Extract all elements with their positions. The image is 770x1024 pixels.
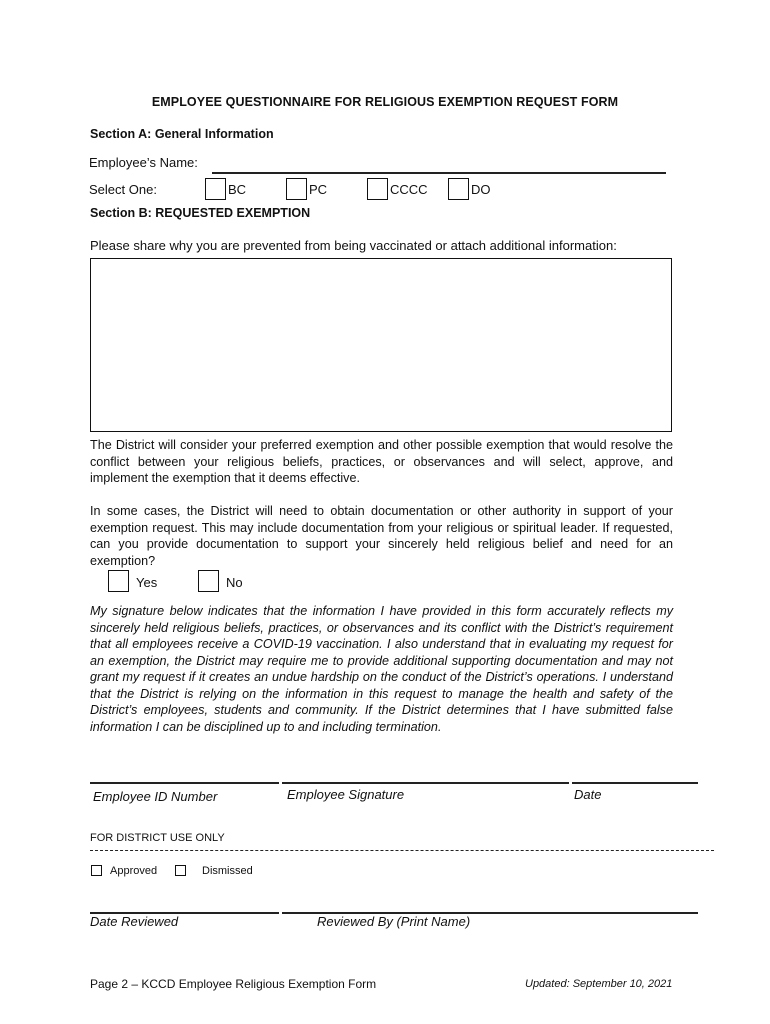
checkbox-pc[interactable] [286,178,307,200]
district-use-heading: FOR DISTRICT USE ONLY [90,832,225,844]
section-a-heading: Section A: General Information [90,127,274,141]
footer-page-label: Page 2 – KCCD Employee Religious Exemption Form [90,977,377,991]
employee-id-label: Employee ID Number [93,789,218,804]
checkbox-approved[interactable] [91,865,102,876]
select-one-label: Select One: [89,182,157,197]
footer-updated-date: Updated: September 10, 2021 [525,978,673,990]
checkbox-dismissed[interactable] [175,865,186,876]
district-consideration-paragraph: The District will consider your preferred exemption and other possible exemption that would resolve the conflict between your religious beliefs, practices, or observances and will select, approve, and implement the exemption that it deems effective. [90,438,673,485]
option-cccc-label: CCCC [390,182,428,197]
employee-id-field[interactable] [90,782,279,784]
documentation-paragraph: In some cases, the District will need to obtain documentation or other authority in support of your exemption request. This may include documentation from your religious or spiritual leader. If requested, can you provide documentation to support your sincerely held religious belief and need for an exemption? [90,504,673,568]
section-b-heading: Section B: REQUESTED EXEMPTION [90,206,311,220]
signature-statement: My signature below indicates that the information I have provided in this form accurately reflects my sincerely held religious beliefs, practices, or observances and its conflict with the District’s requirement that all employees receive a COVID-19 vaccination. I also understand that in evaluating my request for an exemption, the District may require me to provide additional supporting documentation and may not grant my request if it creates an undue hardship on the conduct of the District’s operations. I understand that the District is relying on the information in this request to manage the health and safety of the District’s employees, students and community. If the District determines that I have submitted false information I can be disciplined up to and including termination. [90,604,673,734]
checkbox-cccc[interactable] [367,178,388,200]
reviewed-by-label: Reviewed By (Print Name) [317,914,471,929]
form-title: EMPLOYEE QUESTIONNAIRE FOR RELIGIOUS EXEMPTION REQUEST FORM [151,95,619,109]
employee-signature-field[interactable] [282,782,569,784]
district-use-divider [90,850,714,851]
checkbox-no[interactable] [198,570,219,592]
checkbox-bc[interactable] [205,178,226,200]
no-label: No [226,575,243,590]
date-field[interactable] [572,782,698,784]
option-do-label: DO [471,182,491,197]
option-pc-label: PC [309,182,328,197]
option-bc-label: BC [228,182,247,197]
dismissed-label: Dismissed [202,865,253,877]
employee-name-label: Employee’s Name: [89,155,198,170]
employee-name-field[interactable] [212,172,666,174]
exemption-prompt: Please share why you are prevented from being vaccinated or attach additional information: [90,238,617,253]
yes-label: Yes [136,575,158,590]
date-reviewed-label: Date Reviewed [90,914,179,929]
employee-signature-label: Employee Signature [287,787,405,802]
checkbox-yes[interactable] [108,570,129,592]
exemption-reason-textarea[interactable] [90,258,672,432]
date-label: Date [574,787,602,802]
checkbox-do[interactable] [448,178,469,200]
approved-label: Approved [110,865,158,877]
